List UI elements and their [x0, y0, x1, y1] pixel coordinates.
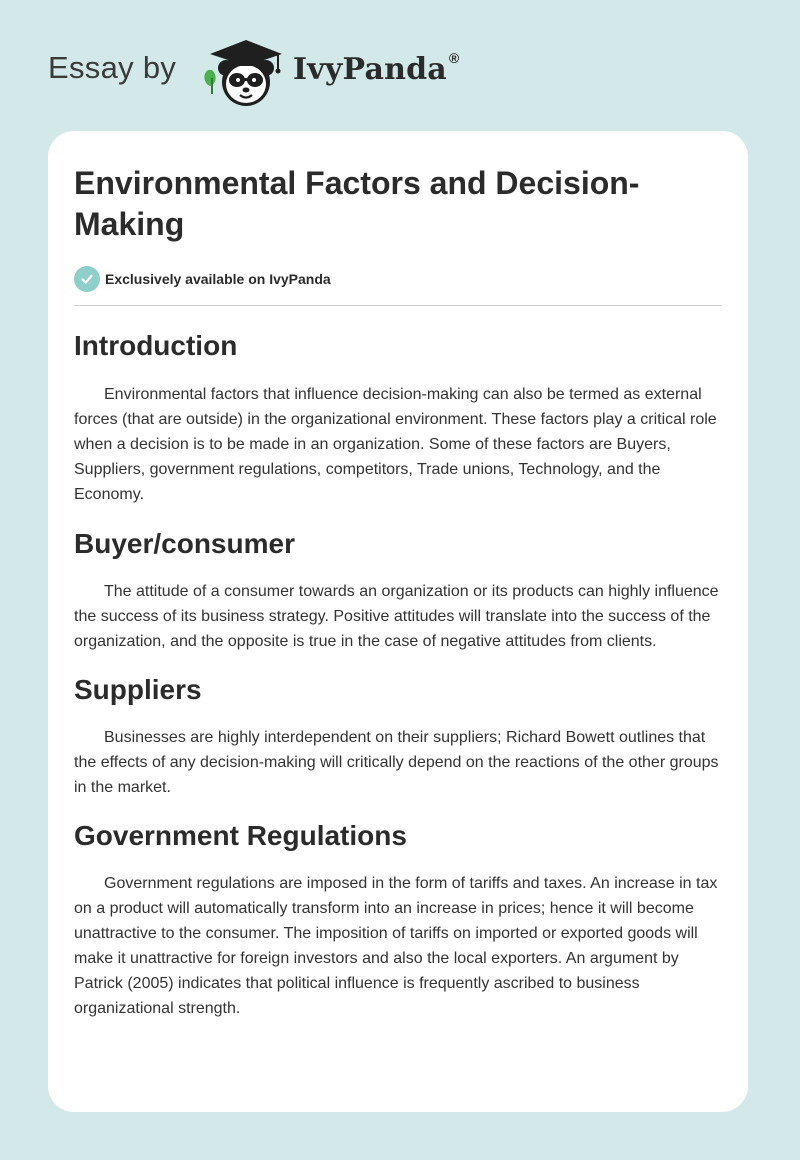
site-header	[48, 34, 468, 110]
exclusive-badge	[74, 265, 722, 293]
section-suppliers	[74, 672, 722, 800]
section-government-regulations	[74, 818, 722, 1021]
section-heading: Buyer/consumer	[74, 528, 295, 559]
essay-title: Environmental Factors and Decision-Making	[74, 165, 640, 242]
section-heading: Government Regulations	[74, 820, 407, 851]
trademark-symbol: ®	[448, 50, 460, 66]
section-paragraph: Businesses are highly interdependent on their suppliers; Richard Bowett outlines that the effects of any decision-making will critically depend on the reactions of the other groups in the market.	[74, 729, 719, 796]
brand-name[interactable]: IvyPanda ®	[293, 50, 460, 87]
section-paragraph: The attitude of a consumer towards an organization or its products can highly influence the success of its business strategy. Positive attitudes will translate into the success of the organization, and the opposite is true in the case of negative attitudes from clients.	[74, 583, 719, 650]
section-heading: Introduction	[74, 330, 238, 361]
section-heading: Suppliers	[74, 674, 202, 705]
exclusive-text: Exclusively available on IvyPanda	[105, 271, 331, 287]
divider	[74, 305, 722, 306]
essay-by-label: Essay by	[48, 50, 177, 85]
section-introduction	[74, 328, 722, 507]
section-paragraph: Government regulations are imposed in the form of tariffs and taxes. An increase in tax on a product will automatically transform into an increase in prices; hence it will become unattractive to the consumer. The imposition of tariffs on imported or exported goods will make it unattractive for foreign investors and also the local exporters. An argument by Patrick (2005) indicates that political influence is frequently ascribed to business organizational strength.	[74, 875, 718, 1017]
section-paragraph: Environmental factors that influence decision-making can also be termed as external forces (that are outside) in the organizational environment. These factors play a critical role when a decision is to be made in an organization. Some of these factors are Buyers, Suppliers, government regulations, competitors, Trade unions, Technology, and the Economy.	[74, 386, 717, 503]
essay-card	[48, 131, 748, 1112]
panda-graduate-icon[interactable]	[200, 34, 292, 110]
check-circle-icon	[74, 266, 100, 292]
section-buyer-consumer	[74, 526, 722, 654]
